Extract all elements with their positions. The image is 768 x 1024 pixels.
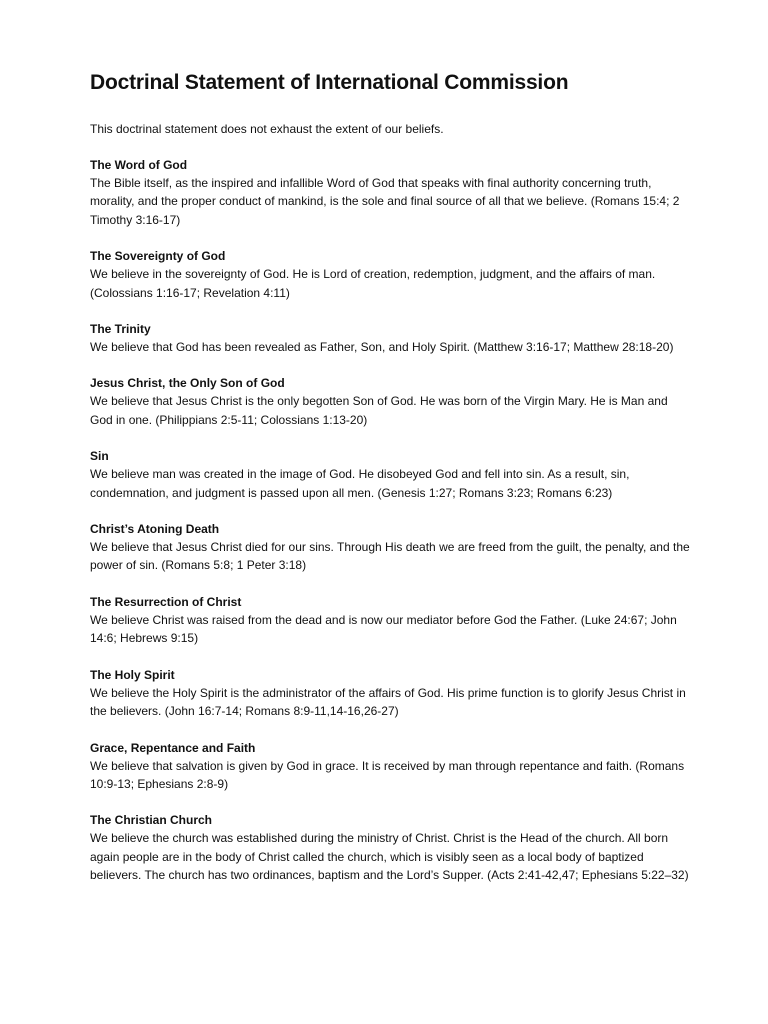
section-body: We believe the church was established during the ministry of Christ. Christ is the Head of the church. All born again people are in the body of Christ called the church, which is visibly seen as a local body of baptized believers. The church has two ordinances, baptism and the Lord’s Supper. (Acts 2:41-42,47; Ephesians 5:22–32) [90,831,689,883]
section-heading: The Holy Spirit [90,667,175,682]
section-body: We believe that Jesus Christ died for our sins. Through His death we are freed from the guilt, the penalty, and the power of sin. (Romans 5:8; 1 Peter 3:18) [90,540,690,573]
section-body: We believe Christ was raised from the dead and is now our mediator before God the Father. (Luke 24:67; John 14:6; Hebrews 9:15) [90,612,677,646]
section-heading: Sin [90,449,109,464]
section-sovereignty-of-god [90,247,690,302]
section-heading: The Trinity [90,322,151,337]
section-atoning-death [90,520,690,575]
section-heading: The Sovereignty of God [90,249,226,264]
intro-paragraph: This doctrinal statement does not exhaust the extent of our beliefs. [90,122,444,136]
section-christian-church [90,811,690,884]
document-page [90,68,690,903]
section-heading: The Resurrection of Christ [90,594,242,609]
section-body: We believe that God has been revealed as Father, Son, and Holy Spirit. (Matthew 3:16-17; Matthew 28:18-20) [90,340,674,355]
section-grace-repentance-faith [90,739,690,794]
section-sin [90,447,690,502]
section-body: We believe man was created in the image of God. He disobeyed God and fell into sin. As a result, sin, condemnation, and judgment is passed upon all men. (Genesis 1:27; Romans 3:23; Romans 6:23) [90,467,630,500]
section-holy-spirit [90,666,690,721]
section-body: We believe that salvation is given by God in grace. It is received by man through repentance and faith. (Romans 10:9-13; Ephesians 2:8-9) [90,758,685,791]
section-body: The Bible itself, as the inspired and infallible Word of God that speaks with final authority concerning truth, morality, and the proper conduct of mankind, is the sole and final source of all that we believe. (Romans 15:4; 2 Timothy 3:16-17) [90,176,680,227]
section-body: We believe the Holy Spirit is the administrator of the affairs of God. His prime function is to glorify Jesus Christ in the believers. (John 16:7-14; Romans 8:9-11,14-16,26-27) [90,685,686,719]
section-heading: The Word of God [90,158,188,172]
section-heading: Christ’s Atoning Death [90,522,220,537]
section-body: We believe in the sovereignty of God. He is Lord of creation, redemption, judgment, and the affairs of man. (Colossians 1:16-17; Revelation 4:11) [90,267,656,300]
document-title: Doctrinal Statement of International Commission [90,71,569,94]
section-heading: The Christian Church [90,813,213,828]
section-heading: Grace, Repentance and Faith [90,740,256,755]
section-trinity [90,320,690,356]
section-word-of-god [90,156,690,229]
section-jesus-christ [90,374,690,429]
section-resurrection [90,593,690,648]
section-heading: Jesus Christ, the Only Son of God [90,376,285,391]
section-body: We believe that Jesus Christ is the only begotten Son of God. He was born of the Virgin Mary. He is Man and God in one. (Philippians 2:5-11; Colossians 1:13-20) [90,394,668,427]
